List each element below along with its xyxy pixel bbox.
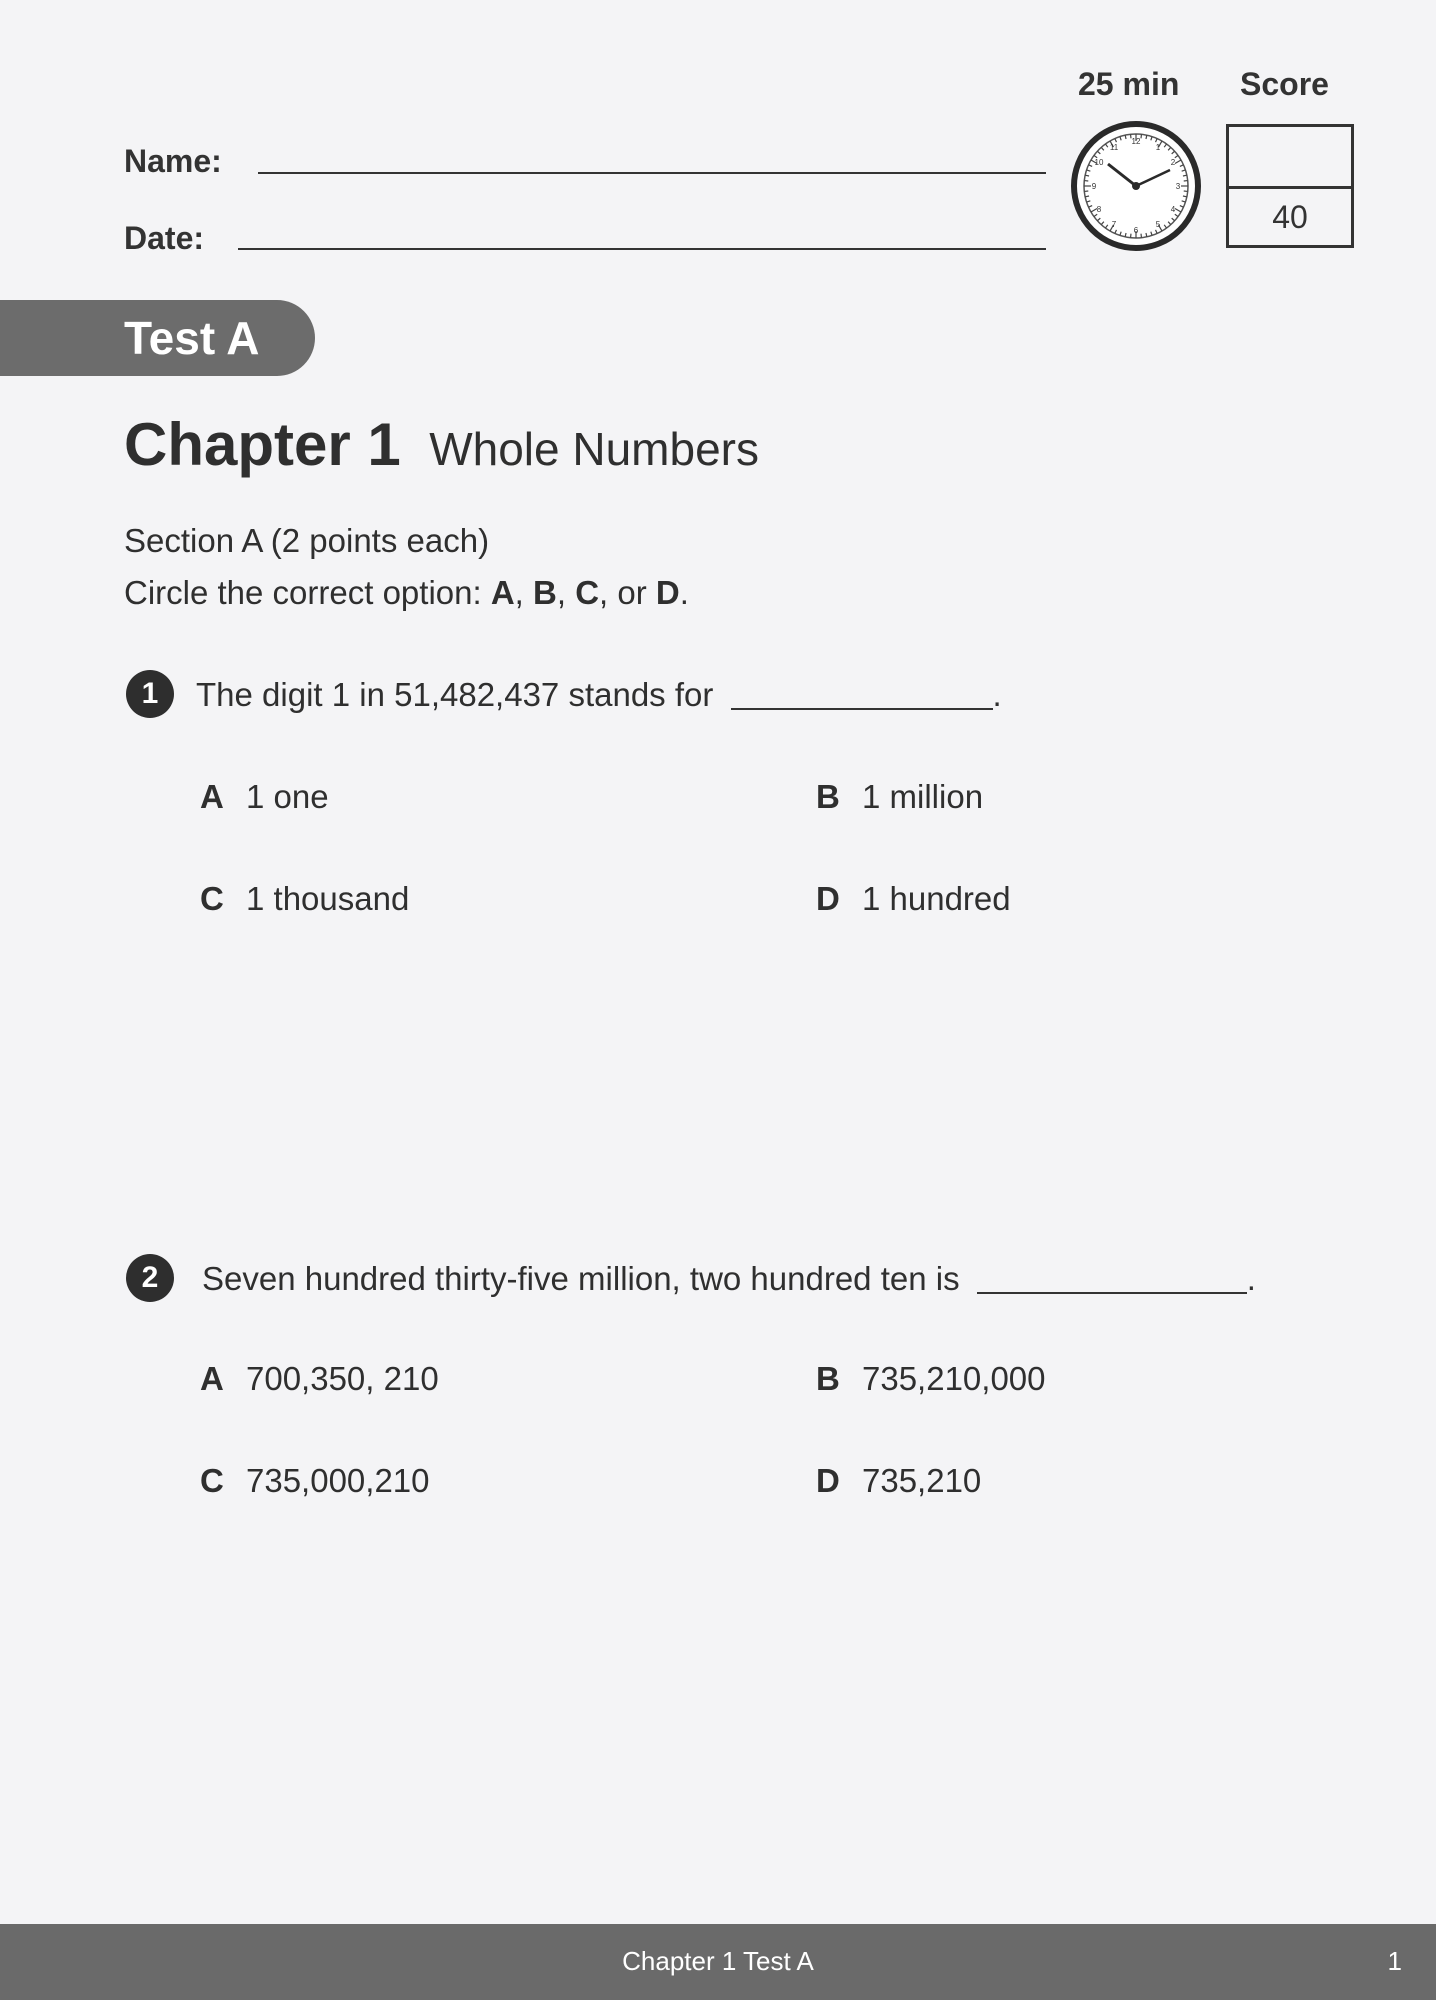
question-1-option-b[interactable] <box>816 778 983 816</box>
name-field-line[interactable] <box>258 172 1046 174</box>
test-tab-label: Test A <box>124 312 260 364</box>
page-number: 1 <box>1387 1946 1402 1976</box>
svg-text:1: 1 <box>1155 143 1161 152</box>
question-1-prompt <box>196 676 1002 714</box>
clock-icon <box>1070 120 1202 252</box>
svg-text:9: 9 <box>1091 182 1097 191</box>
question-2-text: Seven hundred thirty-five million, two hundred ten is <box>202 1260 960 1297</box>
instruction-sep: , <box>514 574 534 611</box>
svg-text:4: 4 <box>1170 205 1176 214</box>
svg-text:5: 5 <box>1155 220 1161 229</box>
instruction-letter-c: C <box>575 574 600 611</box>
question-1-end: . <box>992 676 1002 713</box>
question-2-option-b[interactable] <box>816 1360 1046 1398</box>
option-letter: D <box>816 1462 840 1499</box>
section-instruction <box>124 574 689 612</box>
name-label: Name: <box>124 143 222 179</box>
svg-text:8: 8 <box>1096 205 1102 214</box>
svg-text:10: 10 <box>1094 158 1104 167</box>
option-text: 735,210,000 <box>862 1360 1046 1397</box>
instruction-sep: , or <box>599 574 656 611</box>
option-text: 735,210 <box>862 1462 982 1499</box>
question-2-prompt <box>202 1260 1256 1298</box>
option-letter: A <box>200 1360 224 1397</box>
score-box <box>1226 124 1354 248</box>
page-footer <box>0 1924 1436 2000</box>
score-value: 40 <box>1272 199 1308 235</box>
svg-text:6: 6 <box>1133 226 1139 235</box>
option-letter: B <box>816 778 840 815</box>
option-letter: B <box>816 1360 840 1397</box>
question-2-option-c[interactable] <box>200 1462 430 1500</box>
option-letter: C <box>200 1462 224 1499</box>
question-number-1: 1 <box>126 670 174 718</box>
section-title: Section A (2 points each) <box>124 522 490 559</box>
score-box-divider <box>1229 186 1351 189</box>
date-label: Date: <box>124 220 205 256</box>
option-letter: C <box>200 880 224 917</box>
option-text: 1 hundred <box>862 880 1011 917</box>
bleed-through-text <box>1150 635 1159 672</box>
footer-title: Chapter 1 Test A <box>622 1946 814 1976</box>
svg-text:7: 7 <box>1111 220 1117 229</box>
option-text: 735,000,210 <box>246 1462 430 1499</box>
question-2-option-d[interactable] <box>816 1462 981 1500</box>
svg-text:12: 12 <box>1131 137 1141 146</box>
option-letter: A <box>200 778 224 815</box>
question-1-option-a[interactable] <box>200 778 329 816</box>
option-text: 1 one <box>246 778 329 815</box>
question-1-option-d[interactable] <box>816 880 1011 918</box>
svg-text:2: 2 <box>1170 158 1176 167</box>
instruction-letter-b: B <box>533 574 557 611</box>
test-tab <box>0 300 315 376</box>
question-1-option-c[interactable] <box>200 880 409 918</box>
option-text: 700,350, 210 <box>246 1360 439 1397</box>
instruction-letter-a: A <box>490 574 515 611</box>
question-2-option-a[interactable] <box>200 1360 439 1398</box>
chapter-title: Whole Numbers <box>429 423 759 475</box>
score-label: Score <box>1240 66 1329 102</box>
question-1-answer-blank[interactable] <box>731 678 993 710</box>
instruction-sep: , <box>556 574 576 611</box>
svg-text:3: 3 <box>1175 182 1181 191</box>
option-letter: D <box>816 880 840 917</box>
svg-text:11: 11 <box>1109 143 1119 152</box>
option-text: 1 million <box>862 778 984 815</box>
question-1-text: The digit 1 in 51,482,437 stands for <box>196 676 714 713</box>
instruction-text: Circle the correct option: <box>124 574 491 611</box>
question-2-answer-blank[interactable] <box>977 1262 1247 1294</box>
time-limit-label: 25 min <box>1078 66 1180 102</box>
option-text: 1 thousand <box>246 880 410 917</box>
question-number-2: 2 <box>126 1254 174 1302</box>
date-field-line[interactable] <box>238 248 1046 250</box>
question-2-end: . <box>1246 1260 1256 1297</box>
instruction-letter-d: D <box>655 574 680 611</box>
chapter-number: Chapter 1 <box>124 411 401 478</box>
instruction-sep: . <box>679 574 689 611</box>
chapter-heading <box>124 410 759 479</box>
